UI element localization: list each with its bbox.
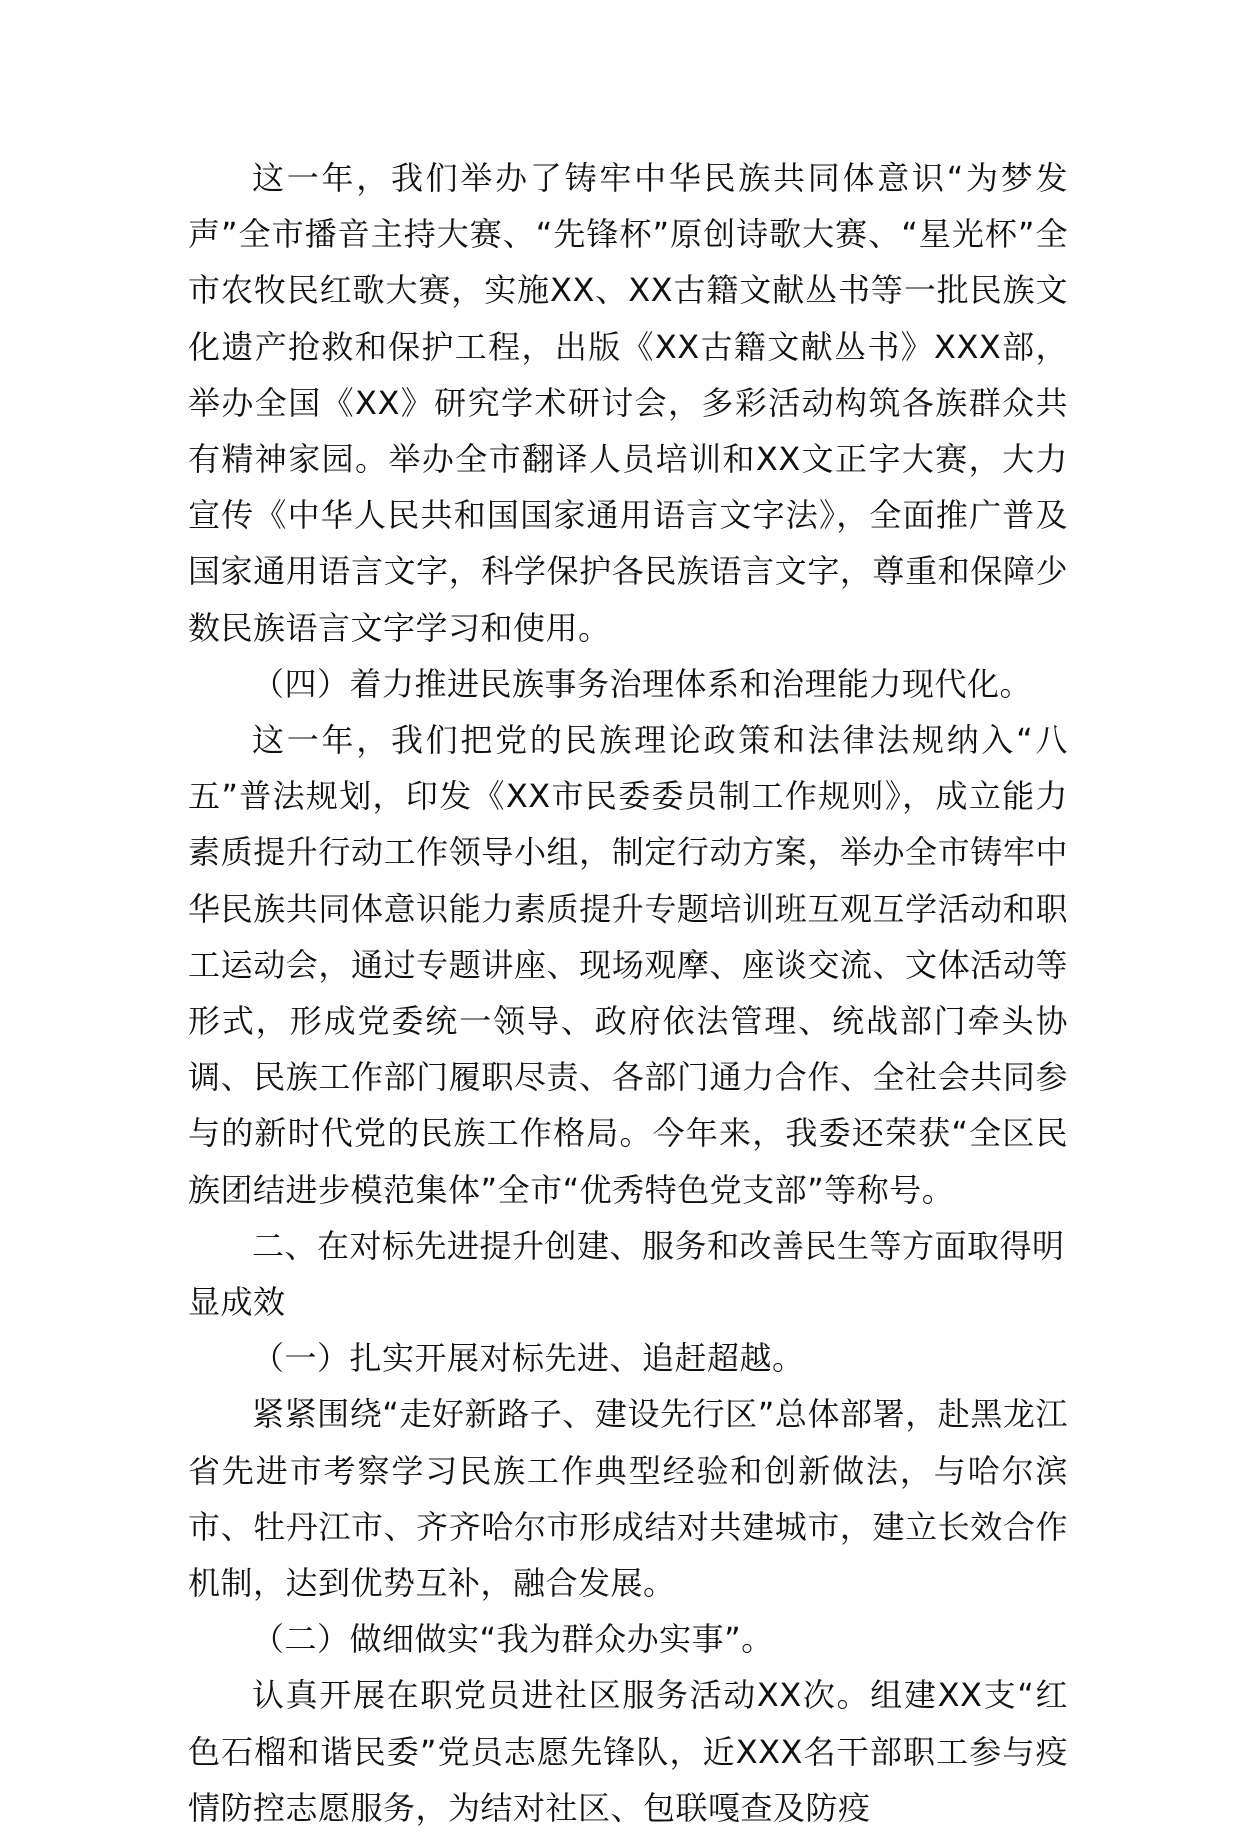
chapter-heading-two: 二、在对标先进提升创建、服务和改善民生等方面取得明显成效 — [188, 1226, 1065, 1322]
paragraph-governance: 这一年，我们把党的民族理论政策和法律法规纳入“八五”普法规划，印发《XX市民委委员制工作规则》，成立能力素质提升行动工作领导小组，制定行动方案，举办全市铸牢中华民族共同体意识能力素质提升专题培训班互观互学活动和职工运动会，通过专题讲座、现场观摩、座谈交流、文体活动等形式，形成党委统一领导、政府依法管理、统战部门牵头协调、民族工作部门履职尽责、各部门通力合作、全社会共同参与的新时代党的民族工作格局。今年来，我委还荣获“全区民族团结进步模范集体”全市“优秀特色党支部”等称号。 — [188, 721, 1068, 1209]
section-heading-practical-work: （二）做细做实“我为群众办实事”。 — [252, 1620, 774, 1659]
paragraph-benchmarking: 紧紧围绕“走好新路子、建设先行区”总体部署，赴黑龙江省先进市考察学习民族工作典型经验和创新做法，与哈尔滨市、牡丹江市、齐齐哈尔市形成结对共建城市，建立长效合作机制，达到优势互补，融合发展。 — [188, 1395, 1068, 1603]
section-heading-governance: （四）着力推进民族事务治理体系和治理能力现代化。 — [252, 664, 1033, 703]
paragraph-volunteer-service: 认真开展在职党员进社区服务活动XX次。组建XX支“红色石榴和谐民委”党员志愿先锋队，近XXX名干部职工参与疫情防控志愿服务，为结对社区、包联嘎查及防疫 — [188, 1676, 1068, 1827]
section-heading-benchmarking: （一）扎实开展对标先进、追赶超越。 — [252, 1339, 805, 1378]
paragraph-cultural-activities: 这一年，我们举办了铸牢中华民族共同体意识“为梦发声”全市播音主持大赛、“先锋杯”原创诗歌大赛、“星光杯”全市农牧民红歌大赛，实施XX、XX古籍文献丛书等一批民族文化遗产抢救和保护工程，出版《XX古籍文献丛书》XXX部，举办全国《XX》研究学术研讨会，多彩活动构筑各族群众共有精神家园。举办全市翻译人员培训和XX文正字大赛，大力宣传《中华人民共和国国家通用语言文字法》，全面推广普及国家通用语言文字，科学保护各民族语言文字，尊重和保障少数民族语言文字学习和使用。 — [188, 159, 1068, 647]
document-page — [188, 150, 1068, 1836]
